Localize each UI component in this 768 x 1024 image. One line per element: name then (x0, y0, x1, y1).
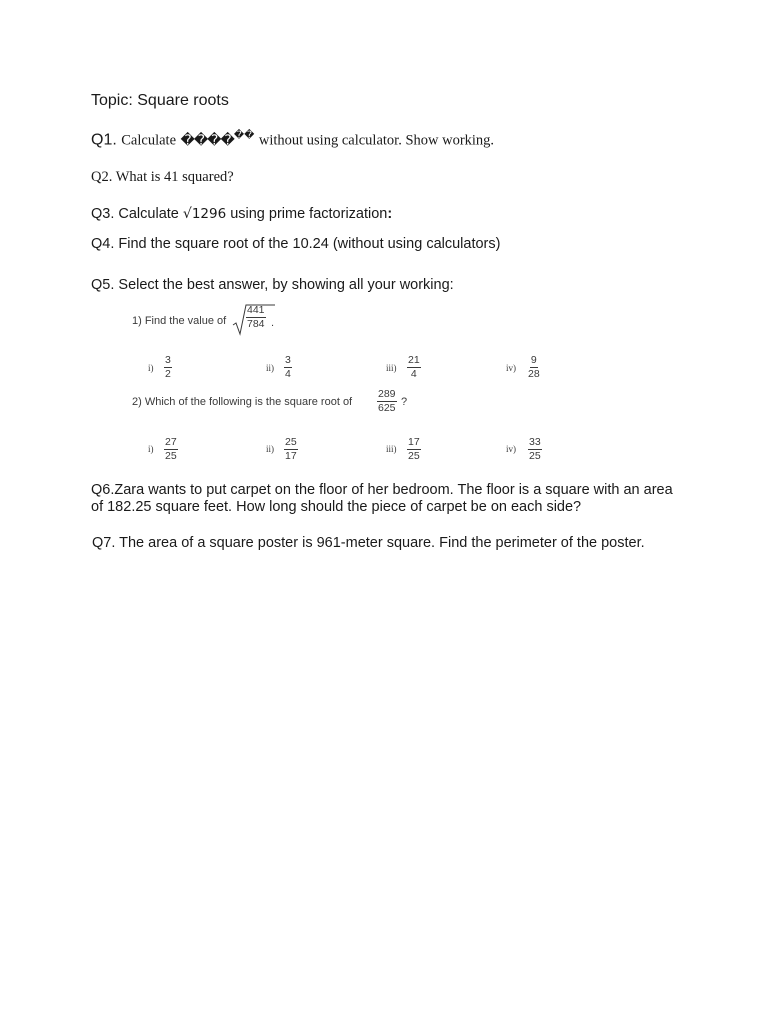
q5-item-2-prompt: 2) Which of the following is the square root of (132, 396, 353, 408)
q5-item-1-prompt-end: . (271, 317, 275, 329)
q5-item-2-option-4-den: 25 (529, 450, 541, 462)
q5-item-1-option-1 (164, 355, 172, 380)
question-5-image (128, 300, 568, 472)
q5-item-2-option-1-label: i) (148, 444, 154, 454)
q5-item-1-option-2-num: 3 (285, 354, 291, 366)
q5-item-1-option-3 (407, 355, 421, 380)
q5-item-2-option-1-num: 27 (165, 436, 177, 448)
q5-item-2-option-2 (284, 437, 298, 462)
q5-item-1-option-4 (528, 355, 540, 380)
q5-item-1-option-4-den: 28 (528, 368, 540, 380)
question-2: Q2. What is 41 squared? (91, 169, 234, 185)
q5-item-1-fraction (246, 305, 266, 330)
q5-item-1-option-3-label: iii) (386, 363, 397, 373)
q5-item-1-option-2-den: 4 (285, 368, 291, 380)
question-3 (91, 206, 392, 222)
q5-item-2-option-3-den: 25 (408, 450, 420, 462)
question-3-text-end: using prime factorization (226, 206, 388, 222)
question-3-colon: : (387, 206, 393, 222)
q5-item-1-option-2 (284, 355, 292, 380)
question-1-broken-formula-superscript: �� (233, 130, 255, 141)
q5-item-2-option-2-label: ii) (266, 444, 274, 454)
question-7: Q7. The area of a square poster is 961-meter square. Find the perimeter of the poster. (92, 535, 645, 551)
q5-item-1-option-3-num: 21 (408, 354, 420, 366)
q5-item-1-prompt: 1) Find the value of (132, 315, 227, 327)
question-1-text-start: Calculate (121, 132, 177, 149)
question-1-number: Q1. (91, 131, 117, 149)
q5-item-2-option-3-label: iii) (386, 444, 397, 454)
q5-item-2-option-4-label: iv) (506, 444, 516, 454)
q5-item-1-option-3-den: 4 (410, 368, 417, 380)
q5-item-2-option-1 (164, 437, 178, 462)
radical-sign: √ (182, 206, 192, 222)
question-3-text-start: Q3. Calculate (91, 206, 183, 222)
question-4: Q4. Find the square root of the 10.24 (without using calculators) (91, 236, 501, 252)
q5-item-1-option-2-label: ii) (266, 363, 274, 373)
q5-item-2-option-1-den: 25 (165, 450, 177, 462)
question-6: Q6.Zara wants to put carpet on the floor of her bedroom. The floor is a square with an area of 182.25 square feet. How long should the piece of carpet be on each side? (91, 482, 673, 515)
q5-item-1-numerator: 441 (247, 304, 265, 316)
q5-item-2-option-2-num: 25 (285, 436, 297, 448)
q5-item-1-option-4-label: iv) (506, 363, 516, 373)
q5-item-2-option-4 (528, 437, 542, 462)
q5-item-1-option-1-num: 3 (165, 354, 171, 366)
q5-item-2-option-2-den: 17 (285, 450, 297, 462)
q5-item-1-option-4-num: 9 (530, 354, 537, 366)
q5-item-2-option-4-num: 33 (529, 436, 541, 448)
q5-item-1-option-1-label: i) (148, 363, 154, 373)
q5-item-1-option-1-den: 2 (165, 368, 171, 380)
q5-item-2-prompt-end: ? (401, 396, 408, 408)
question-3-radicand: 1296 (191, 206, 227, 222)
question-1-text-end: without using calculator. Show working. (258, 132, 495, 149)
q5-item-1-denominator: 784 (247, 318, 265, 330)
q5-item-2-option-3-num: 17 (408, 436, 420, 448)
q5-item-2-fraction (377, 389, 397, 414)
q5-item-2-denominator: 625 (378, 402, 396, 414)
worksheet-title: Topic: Square roots (91, 92, 229, 109)
q5-item-2-option-3 (407, 437, 421, 462)
q5-item-2-numerator: 289 (378, 388, 396, 400)
question-1 (91, 130, 494, 149)
question-1-broken-formula: ���� (180, 132, 234, 149)
question-5: Q5. Select the best answer, by showing all your working: (91, 277, 454, 293)
